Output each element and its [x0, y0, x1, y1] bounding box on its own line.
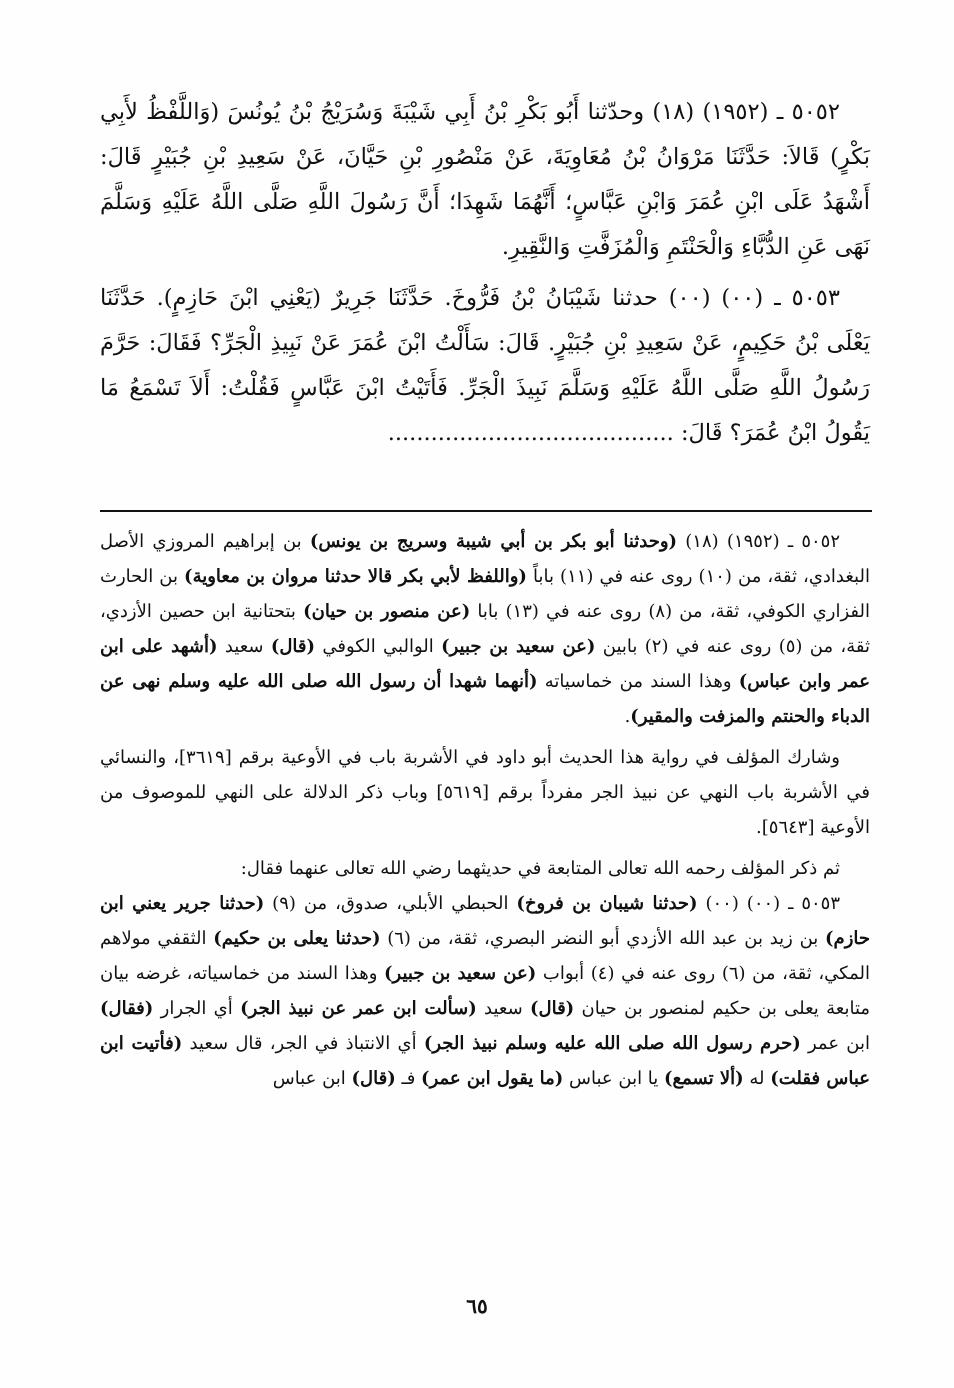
commentary-text-run: ٥٠٥٢ ـ (١٩٥٢) (١٨) [677, 531, 840, 552]
hadith-5052: ٥٠٥٢ ـ (١٩٥٢) (١٨) وحدّثنا أَبُو بَكْرِ بْنُ أَبِي شَيْبَةَ وَسُرَيْجُ بْنُ يُونُسَ (وَاللَّفْظُ لأَبِي بَكْرٍ) قَالاَ: حَدَّثَنَا مَرْوَانُ بْنُ مُعَاوِيَةَ، عَنْ مَنْصُورِ بْنِ حَيَّانَ، عَنْ سَعِيدِ بْنِ جُبَيْرٍ قَالَ: أَشْهَدُ عَلَى ابْنِ عُمَرَ وَابْنِ عَبَّاسٍ؛ أَنَّهُمَا شَهِدَا؛ أَنَّ رَسُولَ اللَّهِ صَلَّى اللَّهُ عَلَيْهِ وَسَلَّمَ نَهَى عَنِ الدُّبَّاءِ وَالْحَنْتَمِ وَالْمُزَفَّتِ وَالنَّقِيرِ. [100, 99, 870, 260]
hadith-5053: ٥٠٥٣ ـ (٠٠) (٠٠) حدثنا شَيْبَانُ بْنُ فَرُّوخَ. حَدَّثَنَا جَرِيرٌ (يَعْنِي ابْنَ حَازِمٍ). حَدَّثَنَا يَعْلَى بْنُ حَكِيمٍ، عَنْ سَعِيدِ بْنِ جُبَيْرٍ. قَالَ: سَأَلْتُ ابْنَ عُمَرَ عَنْ نَبِيذِ الْجَرِّ؟ فَقَالَ: حَرَّمَ رَسُولُ اللَّهِ صَلَّى اللَّهُ عَلَيْهِ وَسَلَّمَ نَبِيذَ الْجَرِّ. فَأَتَيْتُ ابْنَ عَبَّاسٍ فَقُلْتُ: أَلاَ تَسْمَعُ مَا يَقُولُ ابْنُ عُمَرَ؟ قَالَ: ........................................ [100, 285, 870, 446]
commentary-bold-run: (وحدثنا أبو بكر بن أبي شيبة وسريج بن يونس) [309, 531, 678, 552]
commentary-text-run: بن الحارث الفزاري الكوفي، ثقة، من (٨) روى عنه في (١٣) بابا [100, 566, 870, 622]
commentary-bold-run: (حدثنا يعلى بن حكيم) [213, 928, 381, 949]
commentary-text-run: وهذا السند من خماسياته [537, 671, 739, 692]
commentary-text-run: فـ [395, 1068, 422, 1089]
commentary-text-run: ٥٠٥٣ ـ (٠٠) (٠٠) [697, 893, 840, 914]
commentary-bold-run: (عن منصور بن حيان) [303, 601, 471, 622]
commentary-bold-run: (أنهما شهدا أن رسول الله صلى الله عليه وسلم نهى عن الدباء والحنتم والمزفت والمقير) [100, 671, 870, 727]
commentary-bold-run: (حدثنا شيبان بن فروخ) [516, 893, 698, 914]
commentary-text-run: يا ابن عباس [563, 1068, 665, 1089]
commentary-bold-run: (قال) [270, 636, 316, 657]
commentary-5053 [100, 886, 870, 1096]
commentary-text-run: الوالبي الكوفي [315, 636, 442, 657]
commentary-sharing-note: وشارك المؤلف في رواية هذا الحديث أبو داود في الأشربة باب في الأوعية برقم [٣٦١٩]، والنسائي في الأشربة باب النهي عن نبيذ الجر مفرداً برقم [٥٦١٩] وباب ذكر الدلالة على النهي للموصوف من الأوعية [٥٦٤٣]. [100, 747, 870, 838]
commentary-bold-run: (ما يقول ابن عمر) [421, 1068, 564, 1089]
commentary-text-run: ابن عمر [800, 1033, 871, 1054]
commentary-bold-run: (قال) [530, 998, 575, 1019]
commentary-text-run: الحبطي الأبلي، صدوق، من (٩) [264, 893, 517, 914]
commentary-text-run: سعيد [217, 636, 271, 657]
commentary-text-run: بتحتانية ابن حصين الأزدي، ثقة، من (٥) روى عنه في (٢) بابين [100, 601, 871, 657]
commentary-5052 [100, 524, 870, 734]
commentary-transition: ثم ذكر المؤلف رحمه الله تعالى المتابعة في حديثهما رضي الله تعالى عنهما فقال: [240, 858, 840, 879]
commentary-text-run: ابن عباس [272, 1068, 352, 1089]
commentary-bold-run: (عن سعيد بن جبير) [441, 636, 596, 657]
commentary-text-run: له [743, 1068, 771, 1089]
commentary-bold-run: (واللفظ لأبي بكر قالا حدثنا مروان بن معاوية) [184, 566, 527, 587]
commentary-text-run: سعيد [476, 998, 530, 1019]
commentary-bold-run: (ألا تسمع) [664, 1068, 744, 1089]
commentary-bold-run: (قال) [351, 1068, 396, 1089]
commentary-text-run: أي الانتباذ في الجر، قال سعيد [182, 1033, 424, 1054]
commentary-text-run: الثقفي مولاهم المكي، ثقة، من (٦) روى عنه في (٤) أبواب [100, 928, 870, 984]
commentary-text-run: بن إبراهيم المروزي الأصل البغدادي، ثقة، من (١٠) روى عنه في (١١) باباً [100, 531, 870, 587]
commentary-bold-run: (أشهد على ابن عمر وابن عباس) [100, 636, 870, 692]
commentary-text-run: بن زيد بن عبد الله الأزدي أبو النضر البصري، ثقة، من (٦) [380, 928, 826, 949]
commentary-text-run: أي الجرار [153, 998, 241, 1019]
commentary-bold-run: (فقال) [100, 998, 154, 1019]
commentary-bold-run: (حرم رسول الله صلى الله عليه وسلم نبيذ الجر) [423, 1033, 801, 1054]
hadith-text [100, 90, 870, 462]
commentary-bold-run: (حدثنا جرير يعني ابن حازم) [100, 893, 870, 949]
footnote-divider [100, 510, 872, 512]
commentary-bold-run: (عن سعيد بن جبير) [384, 963, 537, 984]
commentary-text-run: وهذا السند من خماسياته، غرضه بيان متابعة يعلى بن حكيم لمنصور بن حيان [100, 963, 871, 1019]
page-number: ٦٥ [466, 1294, 488, 1318]
commentary-text [100, 524, 870, 1096]
commentary-bold-run: (فأتيت ابن عباس فقلت) [100, 1033, 870, 1089]
commentary-bold-run: (سألت ابن عمر عن نبيذ الجر) [240, 998, 477, 1019]
commentary-text-run: . [624, 706, 631, 727]
